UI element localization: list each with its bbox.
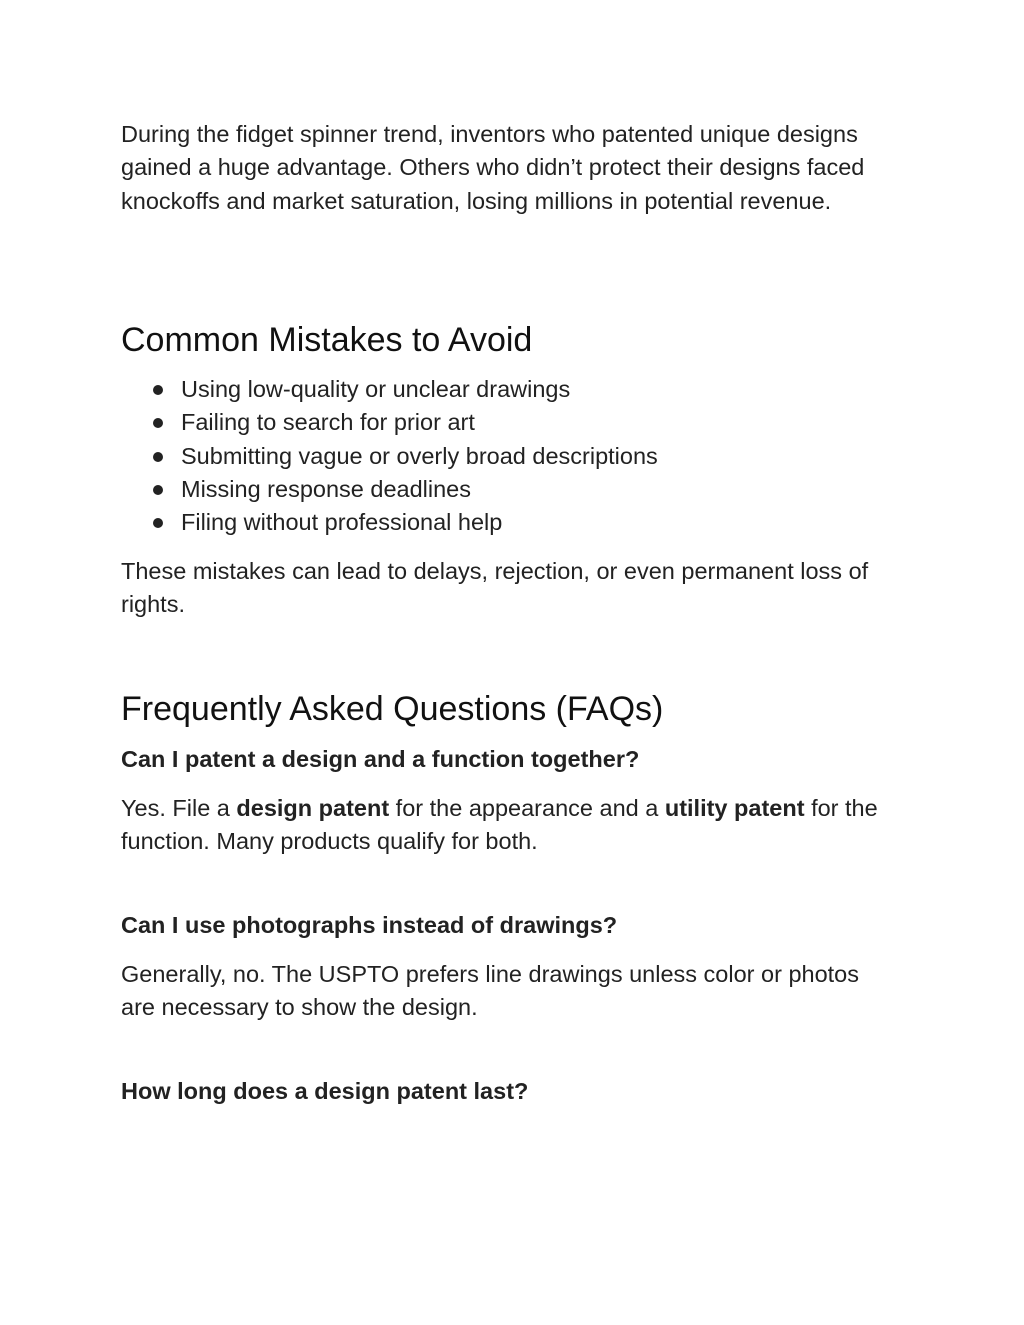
- list-item-text: Using low-quality or unclear drawings: [181, 376, 571, 402]
- list-item-text: Missing response deadlines: [181, 475, 471, 502]
- faq-question-3: How long does a design patent last?: [121, 1078, 529, 1104]
- answer-bold-utility-patent: utility patent: [664, 795, 805, 821]
- list-item-text: Submitting vague or overly broad descriptions: [181, 442, 658, 469]
- faq-answer-1: [121, 792, 881, 859]
- list-item: [121, 473, 658, 506]
- bullet-icon: [153, 385, 163, 395]
- faqs-heading: Frequently Asked Questions (FAQs): [121, 690, 664, 728]
- list-item-text: Failing to search for prior art: [181, 409, 475, 436]
- bullet-icon: [153, 518, 163, 528]
- faq-question-2: Can I use photographs instead of drawings?: [121, 912, 618, 938]
- list-item: [121, 506, 658, 539]
- faq-question-1: Can I patent a design and a function together?: [121, 746, 640, 772]
- mistakes-list: [121, 373, 658, 539]
- faq-answer-2: Generally, no. The USPTO prefers line drawings unless color or photos are necessary to show the design.: [121, 961, 860, 1021]
- bullet-icon: [153, 485, 163, 495]
- bullet-icon: [153, 452, 163, 462]
- answer-text: for the appearance and a: [389, 795, 665, 821]
- list-item: [121, 406, 658, 439]
- mistakes-conclusion: These mistakes can lead to delays, rejection, or even permanent loss of rights.: [121, 558, 869, 618]
- answer-text: for the function. Many products qualify for both.: [121, 795, 878, 855]
- bullet-icon: [153, 418, 163, 428]
- list-item: [121, 373, 658, 406]
- mistakes-heading: Common Mistakes to Avoid: [121, 321, 533, 359]
- list-item: [121, 440, 658, 473]
- answer-bold-design-patent: design patent: [236, 795, 390, 821]
- list-item-text: Filing without professional help: [181, 509, 503, 536]
- answer-text: Yes. File a: [121, 795, 237, 821]
- intro-paragraph: During the fidget spinner trend, inventors who patented unique designs gained a huge advantage. Others who didn’t protect their designs faced knockoffs and market saturation, losing millions in potential revenue.: [121, 121, 865, 214]
